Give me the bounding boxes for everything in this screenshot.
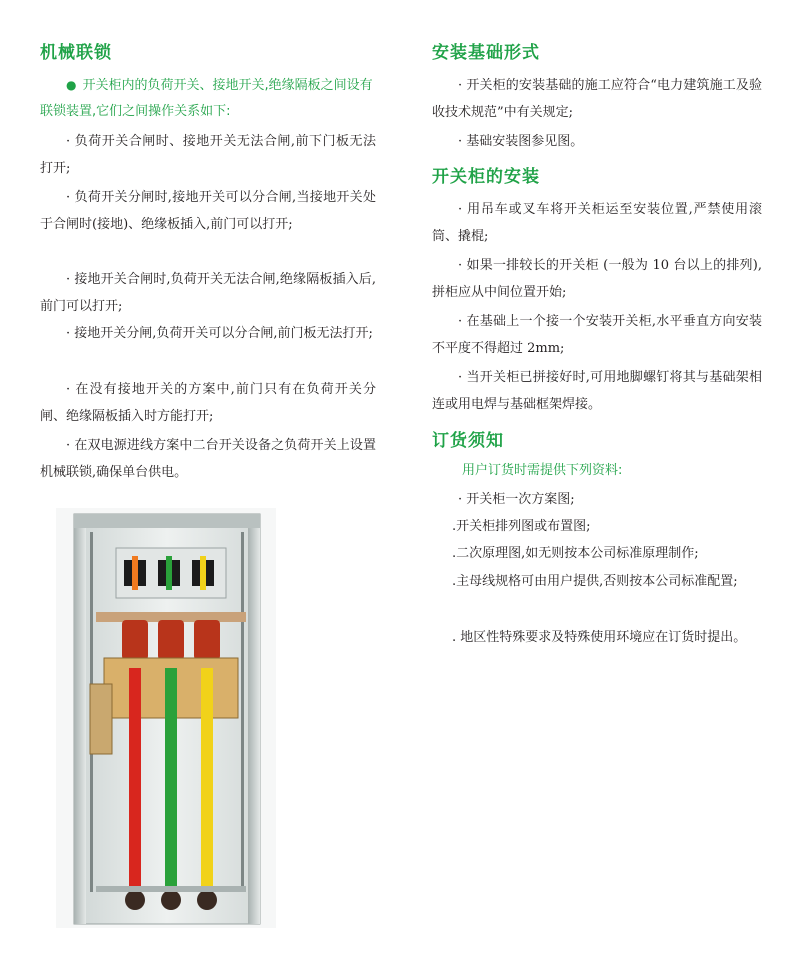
foundation-item-1: · 开关柜的安装基础的施工应符合“电力建筑施工及验收技术规范”中有关规定; <box>432 78 762 120</box>
ordering-intro: 用户订货时需提供下列资料: <box>462 463 623 478</box>
section-heading-installation: 开关柜的安装 <box>432 167 540 187</box>
installation-item-4: · 当开关柜已拼接好时,可用地脚螺钉将其与基础架相连或用电焊与基础框架焊接。 <box>432 370 762 412</box>
interlock-item-6: · 在双电源进线方案中二台开关设备之负荷开关上设置机械联锁,确保单台供电。 <box>40 438 376 480</box>
installation-item-3: · 在基础上一个接一个安装开关柜,水平垂直方向安装不平度不得超过 2mm; <box>432 314 762 356</box>
section-heading-foundation: 安装基础形式 <box>432 43 540 63</box>
foundation-item-2: · 基础安装图参见图。 <box>458 134 584 149</box>
interlock-item-3: · 接地开关合闸时,负荷开关无法合闸,绝缘隔板插入后,前门可以打开; <box>40 272 376 314</box>
ordering-item-3: .二次原理图,如无则按本公司标准原理制作; <box>452 546 699 561</box>
switchgear-cabinet-photo <box>56 508 276 928</box>
installation-item-2: · 如果一排较长的开关柜 (一般为 10 台以上的排列),拼柜应从中间位置开始; <box>432 258 762 300</box>
ordering-item-1: · 开关柜一次方案图; <box>458 492 575 507</box>
ordering-item-2: .开关柜排列图或布置图; <box>452 519 591 534</box>
section-heading-ordering: 订货须知 <box>432 431 504 451</box>
section-heading-mechanical-interlock: 机械联锁 <box>40 43 112 63</box>
interlock-item-5: · 在没有接地开关的方案中,前门只有在负荷开关分闸、绝缘隔板插入时方能打开; <box>40 382 376 424</box>
ordering-item-4: .主母线规格可由用户提供,否则按本公司标准配置; <box>452 574 738 589</box>
interlock-item-2: · 负荷开关分闸时,接地开关可以分合闸,当接地开关处于合闸时(接地)、绝缘板插入,前门可以打开; <box>40 190 376 232</box>
interlock-item-1: · 负荷开关合闸时、接地开关无法合闸,前下门板无法打开; <box>40 134 376 176</box>
bullet-dot-icon: ● <box>66 78 77 92</box>
interlock-item-4: · 接地开关分闸,负荷开关可以分合闸,前门板无法打开; <box>66 326 373 341</box>
installation-item-1: · 用吊车或叉车将开关柜运至安装位置,严禁使用滚筒、撬棍; <box>432 202 762 244</box>
ordering-item-5: . 地区性特殊要求及特殊使用环境应在订货时提出。 <box>452 630 747 645</box>
interlock-intro: ● 开关柜内的负荷开关、接地开关,绝缘隔板之间设有联锁装置,它们之间操作关系如下: <box>40 78 373 119</box>
